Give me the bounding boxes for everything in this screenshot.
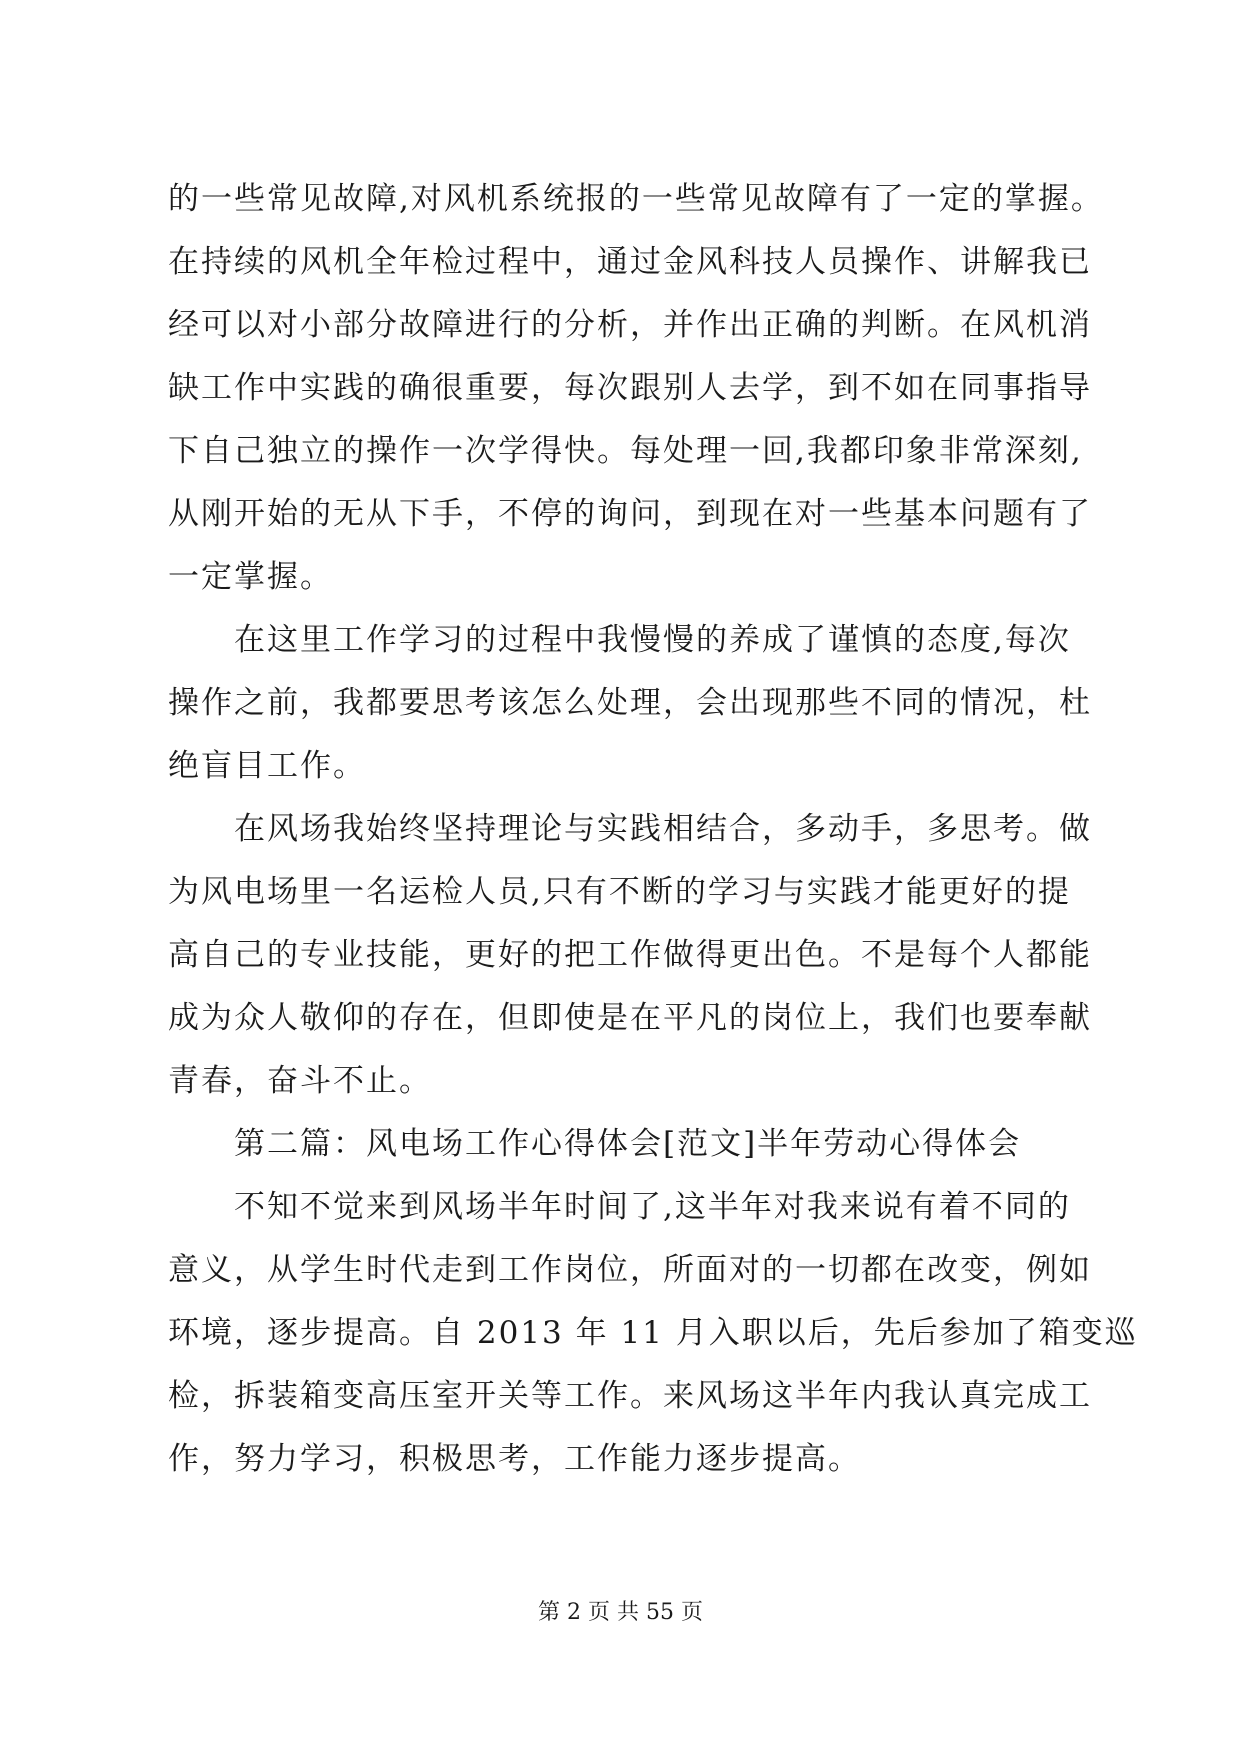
text-line: 缺工作中实践的确很重要，每次跟别人去学，到不如在同事指导 [168,370,1092,406]
text-line: 意义，从学生时代走到工作岗位，所面对的一切都在改变，例如 [168,1252,1092,1288]
text-line: 成为众人敬仰的存在，但即使是在平凡的岗位上，我们也要奉献 [168,1000,1092,1036]
text-line: 环境，逐步提高。自 2013 年 11 月入职以后，先后参加了箱变巡 [168,1315,1138,1351]
text-line: 的一些常见故障,对风机系统报的一些常见故障有了一定的掌握。 [168,181,1104,217]
page-footer: 第 2 页 共 55 页 [538,1600,703,1625]
text-line: 绝盲目工作。 [168,748,366,784]
text-line: 下自己独立的操作一次学得快。每处理一回,我都印象非常深刻, [168,433,1083,469]
text-line: 在这里工作学习的过程中我慢慢的养成了谨慎的态度,每次 [234,622,1071,658]
text-line: 一定掌握。 [168,559,333,595]
text-line: 在风场我始终坚持理论与实践相结合，多动手，多思考。做 [234,811,1092,847]
text-line: 操作之前，我都要思考该怎么处理，会出现那些不同的情况，杜 [168,685,1092,721]
text-line: 经可以对小部分故障进行的分析，并作出正确的判断。在风机消 [168,307,1092,343]
text-line: 不知不觉来到风场半年时间了,这半年对我来说有着不同的 [234,1189,1071,1225]
text-line: 检，拆装箱变高压室开关等工作。来风场这半年内我认真完成工 [168,1378,1092,1414]
text-line: 从刚开始的无从下手，不停的询问，到现在对一些基本问题有了 [168,496,1092,532]
document-body [168,168,1138,1491]
text-line: 在持续的风机全年检过程中，通过金风科技人员操作、讲解我已 [168,244,1092,280]
text-line: 高自己的专业技能，更好的把工作做得更出色。不是每个人都能 [168,937,1092,973]
text-line: 为风电场里一名运检人员,只有不断的学习与实践才能更好的提 [168,874,1071,910]
text-line: 青春，奋斗不止。 [168,1063,432,1099]
text-line: 作，努力学习，积极思考，工作能力逐步提高。 [168,1441,861,1477]
text-line: 第二篇：风电场工作心得体会[范文]半年劳动心得体会 [234,1126,1022,1162]
